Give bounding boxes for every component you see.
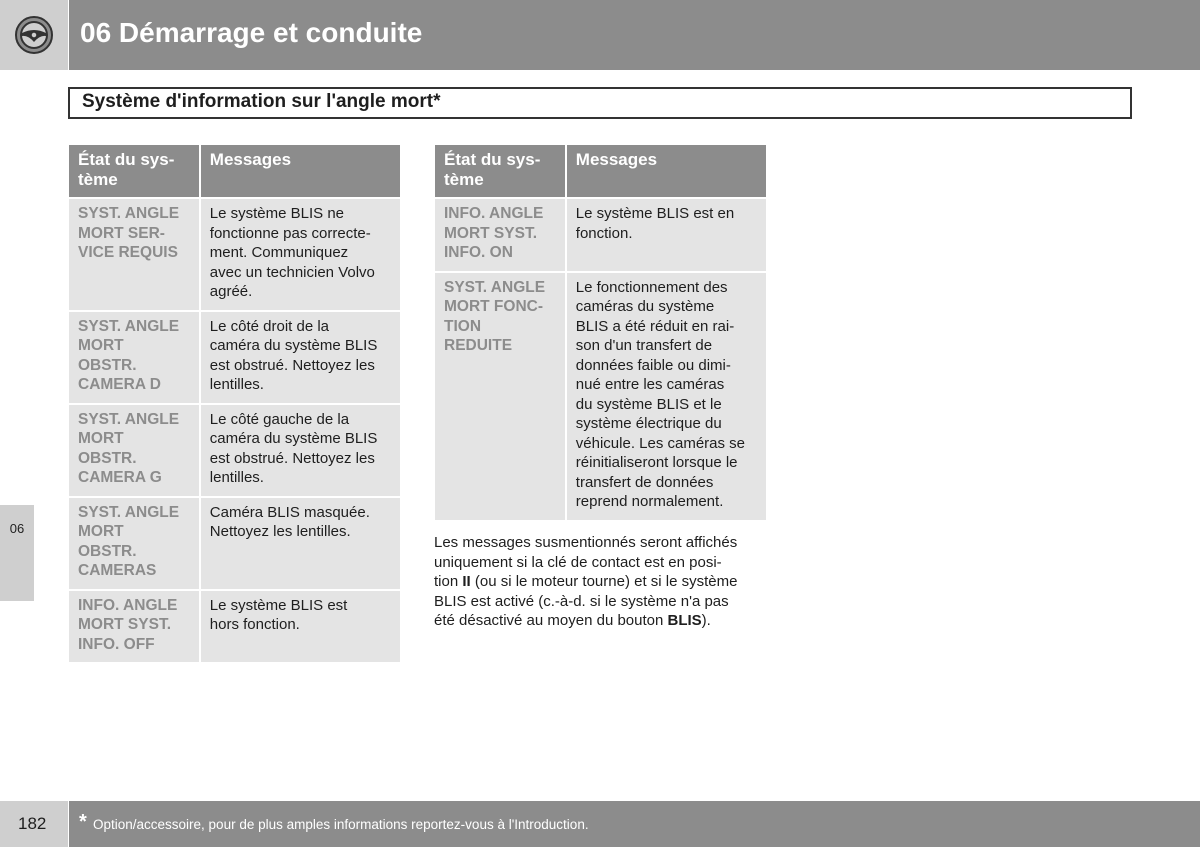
header-label: Messages	[575, 150, 658, 169]
column-header-messages	[566, 145, 766, 198]
table-row	[69, 590, 400, 663]
system-state-cell: INFO. ANGLE MORT SYST. INFO. OFF	[69, 590, 200, 663]
steering-wheel-icon	[14, 15, 54, 55]
message-cell: Le côté droit de la caméra du système BLIS est obstrué. Nettoyez les lentilles.	[200, 311, 400, 404]
system-state-cell: SYST. ANGLE MORT OBSTR. CAMERA G	[69, 404, 200, 497]
system-state-cell: SYST. ANGLE MORT FONC- TION REDUITE	[435, 272, 566, 520]
page-number-box	[0, 801, 68, 847]
table-row	[69, 404, 400, 497]
message-cell: Le système BLIS ne fonctionne pas correcte- ment. Communiquez avec un technicien Volvo agréé.	[200, 198, 400, 311]
header-label: État du sys- tème	[444, 150, 541, 189]
messages-table-right	[435, 145, 766, 520]
table-row	[435, 272, 766, 520]
message-cell: Le système BLIS est en fonction.	[566, 198, 766, 272]
table-header-row	[69, 145, 400, 198]
note-text: (ou si le moteur tourne) et si le système BLIS est activé (c.-à-d. si le système n'a pas été désactivé au moyen du bouton	[434, 573, 738, 629]
footer-bar	[69, 801, 1200, 847]
note-blis-button: BLIS	[667, 612, 702, 629]
system-state-cell: SYST. ANGLE MORT SER- VICE REQUIS	[69, 198, 200, 311]
message-cell: Caméra BLIS masquée. Nettoyez les lentilles.	[200, 497, 400, 590]
column-header-messages	[200, 145, 400, 198]
section-title: Système d'information sur l'angle mort*	[82, 91, 441, 112]
table-row	[69, 311, 400, 404]
table-row	[435, 198, 766, 272]
header-icon-box	[0, 0, 68, 70]
table-row	[69, 497, 400, 590]
chapter-title: 06 Démarrage et conduite	[80, 17, 423, 48]
chapter-side-tab	[0, 505, 34, 601]
system-state-cell: SYST. ANGLE MORT OBSTR. CAMERAS	[69, 497, 200, 590]
message-cell: Le côté gauche de la caméra du système BLIS est obstrué. Nettoyez les lentilles.	[200, 404, 400, 497]
note-text: ).	[701, 612, 711, 629]
note-text: Les messages susmentionnés seront affichés uniquement si la clé de contact est en posi- tion	[434, 534, 738, 590]
note-paragraph	[434, 533, 769, 631]
system-state-cell: SYST. ANGLE MORT OBSTR. CAMERA D	[69, 311, 200, 404]
message-cell: Le système BLIS est hors fonction.	[200, 590, 400, 663]
table-row	[69, 198, 400, 311]
column-header-state	[69, 145, 200, 198]
chapter-side-tab-label: 06	[9, 521, 25, 536]
system-state-cell: INFO. ANGLE MORT SYST. INFO. ON	[435, 198, 566, 272]
messages-table-left	[69, 145, 400, 662]
page-number: 182	[18, 814, 47, 833]
footnote-text: Option/accessoire, pour de plus amples informations reportez-vous à l'Introduction.	[93, 817, 589, 832]
note-key-position: II	[462, 573, 471, 590]
table-header-row	[435, 145, 766, 198]
message-cell: Le fonctionnement des caméras du système BLIS a été réduit en rai- son d'un transfert de données faible ou dimi- nué entre les caméras du système BLIS et le système électrique du véhicule. Les caméras se réinitialiseront lorsque le transfert de données reprend normalement.	[566, 272, 766, 520]
header-label: Messages	[209, 150, 292, 169]
footnote-star: *	[79, 811, 87, 833]
column-header-state	[435, 145, 566, 198]
header-label: État du sys- tème	[78, 150, 175, 189]
section-heading-box	[68, 87, 1132, 119]
